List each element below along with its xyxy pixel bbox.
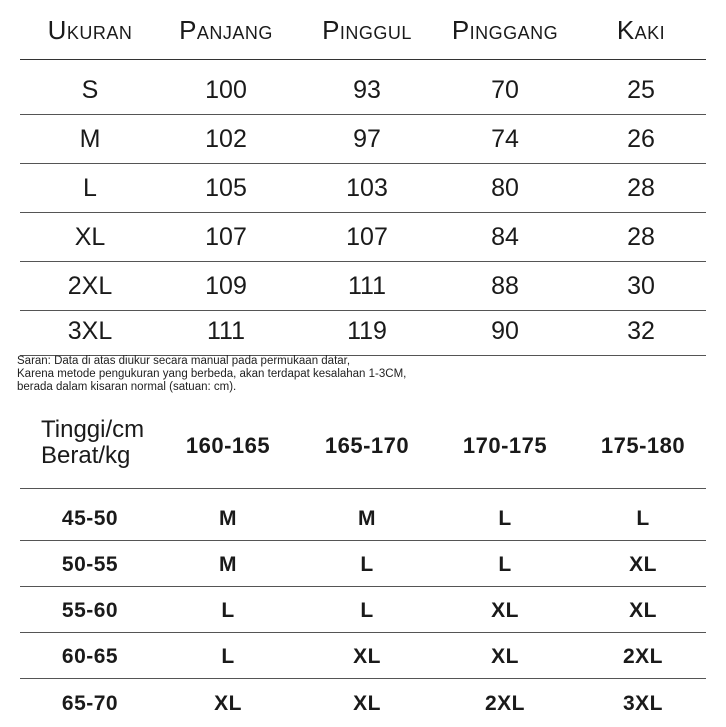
size-cell: L — [360, 599, 374, 622]
size-cell: M — [358, 507, 376, 530]
pinggul-cell: 93 — [353, 76, 381, 104]
table-row — [20, 680, 706, 725]
size-cell: XL — [353, 645, 381, 668]
table-row — [20, 587, 706, 633]
size-cell: 2XL — [622, 645, 663, 668]
panjang-cell: 102 — [205, 125, 247, 153]
pinggang-cell: 74 — [491, 125, 519, 153]
kaki-cell: 28 — [627, 223, 655, 251]
size-cell: M — [219, 553, 237, 576]
panjang-cell: 107 — [205, 223, 247, 251]
kaki-cell: 32 — [627, 317, 655, 345]
panjang-cell: 105 — [205, 174, 247, 202]
size-cell: S — [81, 76, 99, 104]
height-unit-label: Tinggi/cm — [41, 416, 145, 443]
size-cell: L — [636, 507, 650, 530]
size-cell: XL — [629, 599, 657, 622]
note-line: Karena metode pengukuran yang berbeda, akan terdapat kesalahan 1-3CM, — [17, 368, 407, 380]
table-row — [20, 114, 706, 164]
pinggang-cell: 80 — [491, 174, 519, 202]
panjang-cell: 111 — [206, 317, 245, 345]
table-row — [20, 261, 706, 311]
weight-range-cell: 55-60 — [61, 599, 119, 622]
table-row — [20, 541, 706, 587]
size-cell: XL — [629, 553, 657, 576]
weight-range-cell: 50-55 — [61, 553, 119, 576]
corner-header — [41, 417, 144, 469]
kaki-cell: 30 — [627, 272, 655, 300]
size-cell: M — [79, 125, 101, 153]
size-cell: L — [221, 645, 235, 668]
pinggang-cell: 90 — [491, 317, 519, 345]
header-panjang: Panjang — [179, 15, 273, 45]
pinggang-cell: 84 — [491, 223, 519, 251]
note-line: berada dalam kisaran normal (satuan: cm). — [17, 381, 237, 393]
weight-unit-label: Berat/kg — [41, 442, 131, 469]
height-range-header: 160-165 — [185, 433, 271, 458]
header-divider — [20, 488, 706, 489]
size-cell: 3XL — [622, 692, 663, 715]
size-cell: 2XL — [484, 692, 525, 715]
pinggang-cell: 88 — [491, 272, 519, 300]
size-cell: XL — [214, 692, 242, 715]
size-cell: 3XL — [67, 317, 113, 345]
kaki-cell: 28 — [627, 174, 655, 202]
table-row — [20, 212, 706, 262]
pinggul-cell: 119 — [347, 317, 387, 345]
pinggang-cell: 70 — [491, 76, 519, 104]
measurement-note — [17, 355, 707, 394]
size-cell: XL — [491, 645, 519, 668]
height-range-header: 165-170 — [324, 433, 410, 458]
size-cell: XL — [74, 223, 106, 251]
table-row — [20, 633, 706, 679]
height-range-header: 170-175 — [462, 433, 548, 458]
weight-range-cell: 60-65 — [61, 645, 119, 668]
table-row — [20, 306, 706, 356]
table-row — [20, 495, 706, 541]
size-cell: L — [360, 553, 374, 576]
pinggul-cell: 97 — [353, 125, 381, 153]
table-row — [20, 65, 706, 115]
pinggul-cell: 111 — [347, 272, 386, 300]
header-kaki: Kaki — [616, 15, 666, 45]
height-range-header: 175-180 — [600, 433, 686, 458]
header-pinggul: Pinggul — [322, 15, 412, 45]
note-line: Saran: Data di atas diukur secara manual pada permukaan datar, — [17, 355, 351, 367]
size-cell: L — [498, 553, 512, 576]
pinggul-cell: 103 — [346, 174, 388, 202]
header-divider — [20, 59, 706, 60]
header-ukuran: Ukuran — [47, 15, 133, 45]
size-cell: XL — [353, 692, 381, 715]
weight-range-cell: 65-70 — [61, 692, 119, 715]
size-cell: 2XL — [67, 272, 113, 300]
header-pinggang: Pinggang — [451, 15, 559, 45]
kaki-cell: 26 — [627, 125, 655, 153]
weight-range-cell: 45-50 — [61, 507, 119, 530]
size-cell: L — [221, 599, 235, 622]
pinggul-cell: 107 — [346, 223, 388, 251]
size-cell: XL — [491, 599, 519, 622]
size-cell: L — [83, 174, 97, 202]
panjang-cell: 100 — [205, 76, 247, 104]
size-cell: L — [498, 507, 512, 530]
kaki-cell: 25 — [627, 76, 655, 104]
table-row — [20, 163, 706, 213]
panjang-cell: 109 — [205, 272, 247, 300]
size-cell: M — [219, 507, 237, 530]
